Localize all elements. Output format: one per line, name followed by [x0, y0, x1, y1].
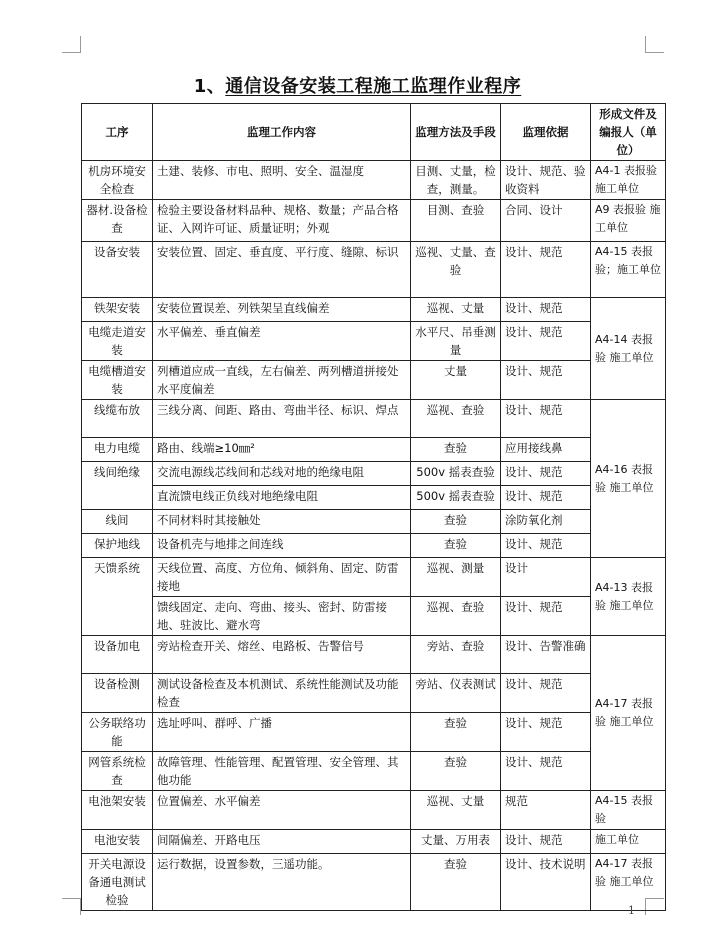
cell-basis: 合同、设计 [501, 200, 591, 242]
cell-method: 水平尺、吊垂测量 [411, 322, 501, 361]
header-content: 监理工作内容 [153, 104, 411, 161]
cell-content: 不同材料时其接触处 [153, 510, 411, 534]
cell-step: 电池安装 [82, 830, 153, 854]
cell-step: 设备加电 [82, 636, 153, 674]
table-row [82, 636, 666, 674]
cell-basis: 设计、规范 [501, 298, 591, 322]
table-row [82, 830, 666, 854]
cell-method: 目测、丈量，检查，测量。 [411, 161, 501, 200]
cell-step: 器材.设备检查 [82, 200, 153, 242]
cell-step: 网管系统检查 [82, 752, 153, 791]
cell-step: 公务联络功能 [82, 713, 153, 752]
table-header-row [82, 104, 666, 161]
table-row [82, 242, 666, 298]
cell-basis: 设计、规范 [501, 713, 591, 752]
table-row [82, 486, 666, 510]
cell-basis: 设计、规范 [501, 830, 591, 854]
cell-form: A9 表报验 施工单位 [591, 200, 666, 242]
cell-basis: 设计、规范 [501, 242, 591, 298]
cell-method: 旁站、查验 [411, 636, 501, 674]
table-row [82, 597, 666, 636]
cell-basis: 设计、规范 [501, 752, 591, 791]
cell-method: 巡视、查验 [411, 400, 501, 438]
cell-step: 线间绝缘 [82, 462, 153, 510]
cell-method: 旁站、仪表测试 [411, 674, 501, 713]
cell-method: 500v 摇表查验 [411, 462, 501, 486]
cell-step: 铁架安装 [82, 298, 153, 322]
cell-content: 安装位置误差、列铁架呈直线偏差 [153, 298, 411, 322]
cell-basis: 设计、告警准确 [501, 636, 591, 674]
cell-method: 查验 [411, 534, 501, 558]
cell-basis: 设计、规范 [501, 534, 591, 558]
cell-content: 运行数据，设置参数，三遥功能。 [153, 854, 411, 911]
table-row [82, 854, 666, 911]
cell-content: 三线分离、间距、路由、弯曲半径、标识、焊点 [153, 400, 411, 438]
cell-method: 查验 [411, 438, 501, 462]
cell-basis: 应用接线鼻 [501, 438, 591, 462]
supervision-procedure-table [81, 103, 666, 911]
table-row [82, 791, 666, 830]
header-step: 工序 [82, 104, 153, 161]
cell-content: 故障管理、性能管理、配置管理、安全管理、其他功能 [153, 752, 411, 791]
crop-mark-bottom-left [62, 898, 81, 915]
cell-content: 间隔偏差、开路电压 [153, 830, 411, 854]
cell-form-merged: A4-17 表报验 施工单位 [591, 636, 666, 791]
cell-content: 列槽道应成一直线，左右偏差、两列槽道拼接处水平度偏差 [153, 361, 411, 400]
cell-step: 电缆走道安装 [82, 322, 153, 361]
cell-step: 线间 [82, 510, 153, 534]
cell-step: 机房环境安全检查 [82, 161, 153, 200]
cell-content: 检验主要设备材料品种、规格、数量；产品合格证、入网许可证、质量证明；外观 [153, 200, 411, 242]
table-row [82, 510, 666, 534]
cell-basis: 设计、规范 [501, 597, 591, 636]
cell-form: A4-15 表报验 [591, 791, 666, 830]
cell-content: 设备机壳与地排之间连线 [153, 534, 411, 558]
cell-content: 馈线固定、走向、弯曲、接头、密封、防雷接地、驻波比、避水弯 [153, 597, 411, 636]
table-row [82, 713, 666, 752]
document-title [0, 72, 715, 98]
cell-form-merged: A4-14 表报验 施工单位 [591, 298, 666, 400]
cell-content: 直流馈电线正负线对地绝缘电阻 [153, 486, 411, 510]
cell-basis: 设计、规范 [501, 322, 591, 361]
cell-content: 安装位置、固定、垂直度、平行度、缝隙、标识 [153, 242, 411, 298]
cell-basis: 设计 [501, 558, 591, 597]
cell-form: 施工单位 [591, 830, 666, 854]
header-basis: 监理依据 [501, 104, 591, 161]
cell-content: 旁站检查开关、熔丝、电路板、告警信号 [153, 636, 411, 674]
page-number: 1 [628, 904, 635, 917]
cell-basis: 设计、规范 [501, 462, 591, 486]
cell-basis: 设计、规范 [501, 486, 591, 510]
cell-step: 电池架安装 [82, 791, 153, 830]
table-row [82, 674, 666, 713]
cell-basis: 设计、规范 [501, 400, 591, 438]
cell-method: 查验 [411, 854, 501, 911]
cell-content: 交流电源线芯线间和芯线对地的绝缘电阻 [153, 462, 411, 486]
cell-basis: 涂防氧化剂 [501, 510, 591, 534]
cell-method: 丈量、万用表 [411, 830, 501, 854]
cell-form-merged: A4-16 表报验 施工单位 [591, 400, 666, 558]
cell-basis: 设计、规范 [501, 674, 591, 713]
cell-method: 巡视、查验 [411, 597, 501, 636]
cell-step: 开关电源设备通电测试检验 [82, 854, 153, 911]
table-row [82, 298, 666, 322]
cell-method: 查验 [411, 752, 501, 791]
cell-content: 土建、装修、市电、照明、安全、温湿度 [153, 161, 411, 200]
cell-method: 巡视、丈量 [411, 298, 501, 322]
cell-step: 设备安装 [82, 242, 153, 298]
cell-step: 电缆槽道安装 [82, 361, 153, 400]
cell-method: 查验 [411, 713, 501, 752]
cell-content: 路由、线端≥10㎜² [153, 438, 411, 462]
table-row [82, 400, 666, 438]
header-form: 形成文件及编报人（单位） [591, 104, 666, 161]
cell-content: 测试设备检查及本机测试、系统性能测试及功能检查 [153, 674, 411, 713]
cell-content: 位置偏差、水平偏差 [153, 791, 411, 830]
table-row [82, 161, 666, 200]
cell-form-merged: A4-13 表报验 施工单位 [591, 558, 666, 636]
cell-method: 巡视、测量 [411, 558, 501, 597]
cell-method: 查验 [411, 510, 501, 534]
header-method: 监理方法及手段 [411, 104, 501, 161]
table-row [82, 462, 666, 486]
cell-step: 电力电缆 [82, 438, 153, 462]
cell-basis: 设计、规范 [501, 361, 591, 400]
cell-method: 目测、查验 [411, 200, 501, 242]
cell-basis: 设计、技术说明 [501, 854, 591, 911]
table-row [82, 361, 666, 400]
cell-form: A4-15 表报验；施工单位 [591, 242, 666, 298]
cell-step: 线缆布放 [82, 400, 153, 438]
crop-mark-top-right [645, 36, 664, 53]
cell-step: 设备检测 [82, 674, 153, 713]
table-row [82, 534, 666, 558]
table-row [82, 752, 666, 791]
cell-form: A4-17 表报验 施工单位 [591, 854, 666, 911]
cell-content: 天线位置、高度、方位角、倾斜角、固定、防雷接地 [153, 558, 411, 597]
cell-content: 水平偏差、垂直偏差 [153, 322, 411, 361]
cell-form: A4-1 表报验 施工单位 [591, 161, 666, 200]
table-row [82, 438, 666, 462]
cell-method: 巡视、丈量、查验 [411, 242, 501, 298]
title-text: 通信设备安装工程施工监理作业程序 [225, 76, 522, 97]
crop-mark-top-left [62, 36, 81, 53]
cell-content: 选址呼叫、群呼、广播 [153, 713, 411, 752]
cell-step: 保护地线 [82, 534, 153, 558]
cell-method: 500v 摇表查验 [411, 486, 501, 510]
table-row [82, 322, 666, 361]
cell-method: 巡视、丈量 [411, 791, 501, 830]
cell-basis: 规范 [501, 791, 591, 830]
cell-method: 丈量 [411, 361, 501, 400]
title-number: 1、 [193, 76, 226, 97]
table-row [82, 558, 666, 597]
cell-basis: 设计、规范、验收资料 [501, 161, 591, 200]
cell-step: 天馈系统 [82, 558, 153, 636]
table-row [82, 200, 666, 242]
